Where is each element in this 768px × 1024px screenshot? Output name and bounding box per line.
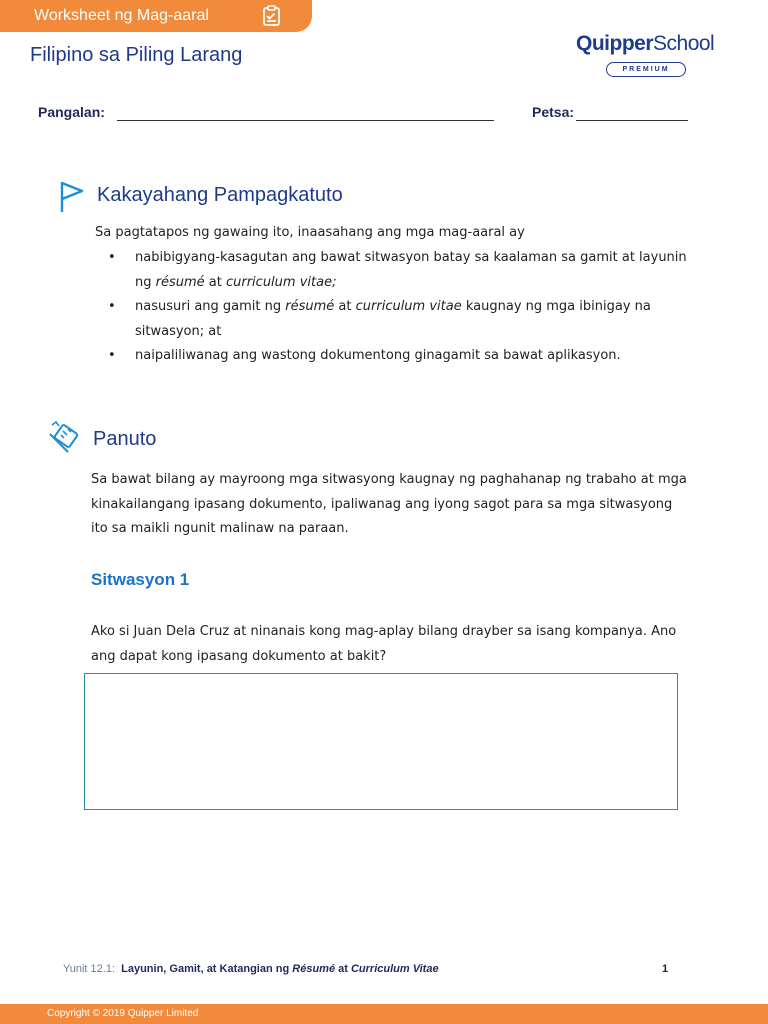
subject-title: Filipino sa Piling Larang bbox=[30, 44, 243, 66]
name-field[interactable] bbox=[117, 120, 494, 121]
quipper-school-logo: QuipperSchool PREMIUM bbox=[576, 32, 726, 80]
page-number: 1 bbox=[662, 963, 669, 975]
list-item: • nabibigyang-kasagutan ang bawat sitwasyon batay sa kaalaman sa gamit at layunin ng résumé at curriculum vitae; bbox=[108, 246, 688, 295]
situation-text: Ako si Juan Dela Cruz at ninanais kong mag-aplay bilang drayber sa isang kompanya. Ano ang dapat kong ipasang dokumento at bakit? bbox=[91, 624, 677, 664]
worksheet-tab-label: Worksheet ng Mag-aaral bbox=[34, 7, 209, 24]
date-field[interactable] bbox=[576, 120, 688, 121]
objectives-list bbox=[108, 246, 688, 369]
objectives-intro: Sa pagtatapos ng gawaing ito, inaasahang ang mga mag-aaral ay bbox=[95, 225, 525, 240]
date-label: Petsa: bbox=[532, 104, 575, 120]
objectives-title: Kakayahang Pampagkatuto bbox=[97, 184, 343, 206]
footer-unit: Yunit 12.1: Layunin, Gamit, at Katangian ng Résumé at Curriculum Vitae bbox=[63, 963, 439, 975]
premium-badge: PREMIUM bbox=[606, 62, 686, 77]
name-label: Pangalan: bbox=[38, 104, 105, 120]
instructions-text: Sa bawat bilang ay mayroong mga sitwasyong kaugnay ng paghahanap ng trabaho at mga kinakailangang ipasang dokumento, ipaliwanag ang iyong sagot para sa mga sitwasyong ito sa maikli ngunit malinaw na paraan. bbox=[91, 472, 687, 536]
instructions-title: Panuto bbox=[93, 428, 157, 450]
list-item: • nasusuri ang gamit ng résumé at curriculum vitae kaugnay ng mga ibinigay na sitwasyon; at bbox=[108, 295, 688, 344]
list-item: • naipaliliwanag ang wastong dokumentong ginagamit sa bawat aplikasyon. bbox=[108, 344, 688, 369]
situation-title: Sitwasyon 1 bbox=[91, 570, 190, 589]
copyright: Copyright © 2019 Quipper Limited bbox=[47, 1008, 199, 1019]
flag-icon bbox=[58, 180, 86, 214]
answer-box[interactable] bbox=[84, 673, 678, 810]
hand-pencil-icon bbox=[48, 420, 82, 454]
worksheet-tab bbox=[0, 0, 312, 32]
clipboard-check-icon bbox=[262, 5, 282, 27]
